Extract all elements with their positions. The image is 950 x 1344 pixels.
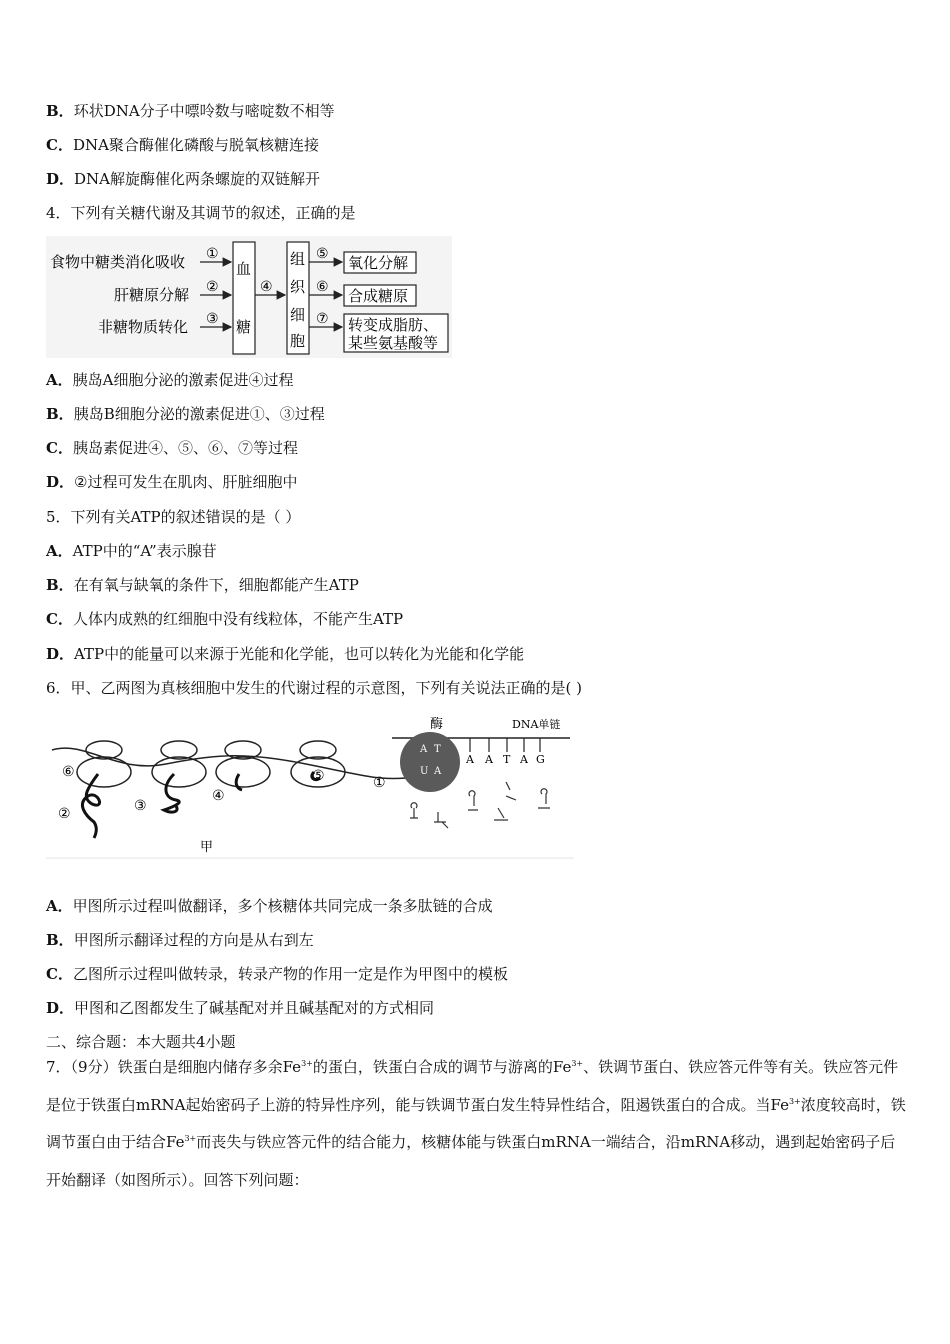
option-text: ATP中的“A”表示腺苷 [72, 542, 217, 560]
base-3: T [503, 753, 511, 766]
ribosome-large-3 [216, 757, 270, 787]
mark-7: ⑦ [316, 311, 329, 327]
label-enzyme: 酶 [430, 717, 444, 732]
inner-base-t: T [434, 744, 441, 755]
inner-base-a: A [420, 744, 428, 755]
option-letter: A． [46, 542, 73, 560]
base-5: G [536, 753, 545, 766]
option-text: 胰岛B细胞分泌的激素促进①、③过程 [73, 405, 325, 423]
q7-text-2: 的蛋白，铁蛋白合成的调节与游离的Fe [312, 1058, 572, 1076]
q5-option-d [46, 644, 524, 664]
label-jia: 甲 [200, 840, 214, 855]
option-letter: D． [46, 473, 75, 491]
q7-paragraph [46, 1049, 908, 1199]
option-text: 胰岛A细胞分泌的激素促进④过程 [72, 371, 294, 389]
q4-option-d [46, 472, 297, 492]
option-text: 胰岛素促进④、⑤、⑥、⑦等过程 [72, 439, 298, 457]
mark-5: ⑤ [316, 246, 329, 262]
option-text: ATP中的能量可以来源于光能和化学能，也可以转化为光能和化学能 [74, 645, 525, 663]
q6-stem: 6．甲、乙两图为真核细胞中发生的代谢过程的示意图，下列有关说法正确的是( ) [46, 679, 583, 697]
mark-1: ① [373, 775, 386, 791]
q7-text-5: 而丧失与铁应答元件的结合能力，核糖体能与铁蛋白mRNA一端结合，沿mRNA移动，遇到起始密码子后开始翻译（如图所示）。回答下列问题： [46, 1133, 896, 1189]
q6-option-d [46, 998, 434, 1018]
polypeptide-2 [82, 774, 99, 838]
q6-option-c [46, 964, 508, 984]
option-letter: C． [46, 965, 73, 983]
ribosome-large-1 [77, 757, 131, 787]
free-nucleotide-5 [506, 782, 516, 800]
output-fat-line1: 转变成脂肪、 [348, 316, 439, 334]
q7-sup-2: 3+ [571, 1059, 584, 1068]
free-nucleotide-6 [538, 789, 550, 808]
blood-sugar-char-1: 血 [236, 260, 252, 278]
q4-option-c [46, 438, 298, 458]
q7-text-3: 、铁调节蛋白、铁应答元件等有关。铁应答元件是位于铁蛋白mRNA起始密码子上游的特异性序列，能与铁调节蛋白发生特异性结合，阻遏铁蛋白的合成。当Fe [46, 1058, 899, 1114]
free-nucleotide-4 [494, 808, 508, 820]
source-non-sugar: 非糖物质转化 [98, 318, 189, 336]
option-letter: C． [46, 136, 73, 154]
q3-option-c [46, 135, 319, 155]
option-letter: B． [46, 102, 74, 120]
option-text: 环状DNA分子中嘌呤数与嘧啶数不相等 [73, 102, 335, 120]
output-glycogen: 合成糖原 [348, 287, 409, 305]
q4-stem: 4．下列有关糖代谢及其调节的叙述，正确的是 [46, 204, 356, 222]
q5-option-a [46, 541, 217, 561]
polypeptide-3 [164, 774, 179, 812]
mark-4: ④ [260, 279, 273, 295]
option-text: 甲图所示翻译过程的方向是从右到左 [73, 931, 314, 949]
option-letter: B． [46, 576, 74, 594]
q7-text-1: 7．（9分）铁蛋白是细胞内储存多余Fe [46, 1058, 302, 1076]
q3-option-d [46, 169, 320, 189]
option-text: ②过程可发生在肌肉、肝脏细胞中 [74, 473, 298, 491]
tissue-char-1: 组 [290, 250, 306, 268]
q3-option-b [46, 101, 335, 121]
tissue-char-3: 细 [290, 306, 306, 324]
option-letter: C． [46, 610, 73, 628]
mark-4: ④ [212, 788, 225, 804]
output-fat-line2: 某些氨基酸等 [348, 334, 439, 352]
q5-option-b [46, 575, 359, 595]
option-text: 乙图所示过程叫做转录，转录产物的作用一定是作为甲图中的模板 [72, 965, 508, 983]
option-text: 在有氧与缺氧的条件下，细胞都能产生ATP [73, 576, 359, 594]
q6-translation-transcription-diagram [46, 712, 574, 860]
mark-3: ③ [134, 798, 147, 814]
tissue-char-2: 织 [290, 278, 306, 296]
option-letter: B． [46, 931, 74, 949]
q5-stem: 5．下列有关ATP的叙述错误的是（ ） [46, 508, 301, 526]
q5-option-c [46, 609, 403, 629]
q4-glucose-metabolism-diagram [46, 236, 452, 358]
mark-5: ⑤ [312, 768, 325, 784]
option-letter: A． [46, 371, 73, 389]
option-letter: D． [46, 999, 75, 1017]
option-text: DNA聚合酶催化磷酸与脱氧核糖连接 [72, 136, 319, 154]
mark-1: ① [206, 246, 219, 262]
source-food: 食物中糖类消化吸收 [50, 253, 186, 271]
free-nucleotide-1 [410, 803, 418, 818]
source-liver-glycogen: 肝糖原分解 [114, 286, 190, 304]
mark-2: ② [206, 279, 219, 295]
label-dna-single-strand: DNA单链 [512, 718, 561, 731]
base-2: A [485, 753, 493, 766]
q7-text-4: 浓度较高时，铁调节蛋白由于结合Fe [46, 1095, 906, 1151]
option-text: 人体内成熟的红细胞中没有线粒体，不能产生ATP [72, 610, 404, 628]
free-nucleotide-2 [434, 812, 448, 828]
mark-3: ③ [206, 311, 219, 327]
q7-sup-1: 3+ [301, 1059, 313, 1068]
blood-sugar-box [233, 242, 255, 354]
tissue-char-4: 胞 [290, 332, 306, 350]
q6-option-b [46, 930, 314, 950]
option-letter: D． [46, 645, 75, 663]
option-text: DNA解旋酶催化两条螺旋的双链解开 [74, 170, 321, 188]
option-letter: C． [46, 439, 73, 457]
q6-option-a [46, 896, 493, 916]
base-1: A [466, 753, 474, 766]
option-letter: D． [46, 170, 75, 188]
mark-6: ⑥ [316, 279, 329, 295]
option-letter: B． [46, 405, 74, 423]
q7-sup-4: 3+ [184, 1134, 197, 1143]
q4-option-a [46, 370, 293, 390]
q4-option-b [46, 404, 325, 424]
mark-2: ② [58, 806, 71, 822]
option-text: 甲图和乙图都发生了碱基配对并且碱基配对的方式相同 [74, 999, 435, 1017]
rna-polymerase [400, 732, 460, 792]
free-nucleotide-3 [468, 791, 478, 810]
inner-base-u: U [420, 766, 429, 777]
option-letter: A． [46, 897, 73, 915]
mark-6: ⑥ [62, 764, 75, 780]
section-2-title: 二、综合题：本大题共4小题 [46, 1033, 236, 1051]
mrna-strand [52, 748, 406, 778]
output-oxidation: 氧化分解 [348, 254, 409, 272]
q7-sup-3: 3+ [788, 1096, 801, 1106]
base-4: A [520, 753, 528, 766]
inner-base-a2: A [434, 766, 442, 777]
option-text: 甲图所示过程叫做翻译，多个核糖体共同完成一条多肽链的合成 [72, 897, 493, 915]
blood-sugar-char-2: 糖 [236, 318, 252, 336]
